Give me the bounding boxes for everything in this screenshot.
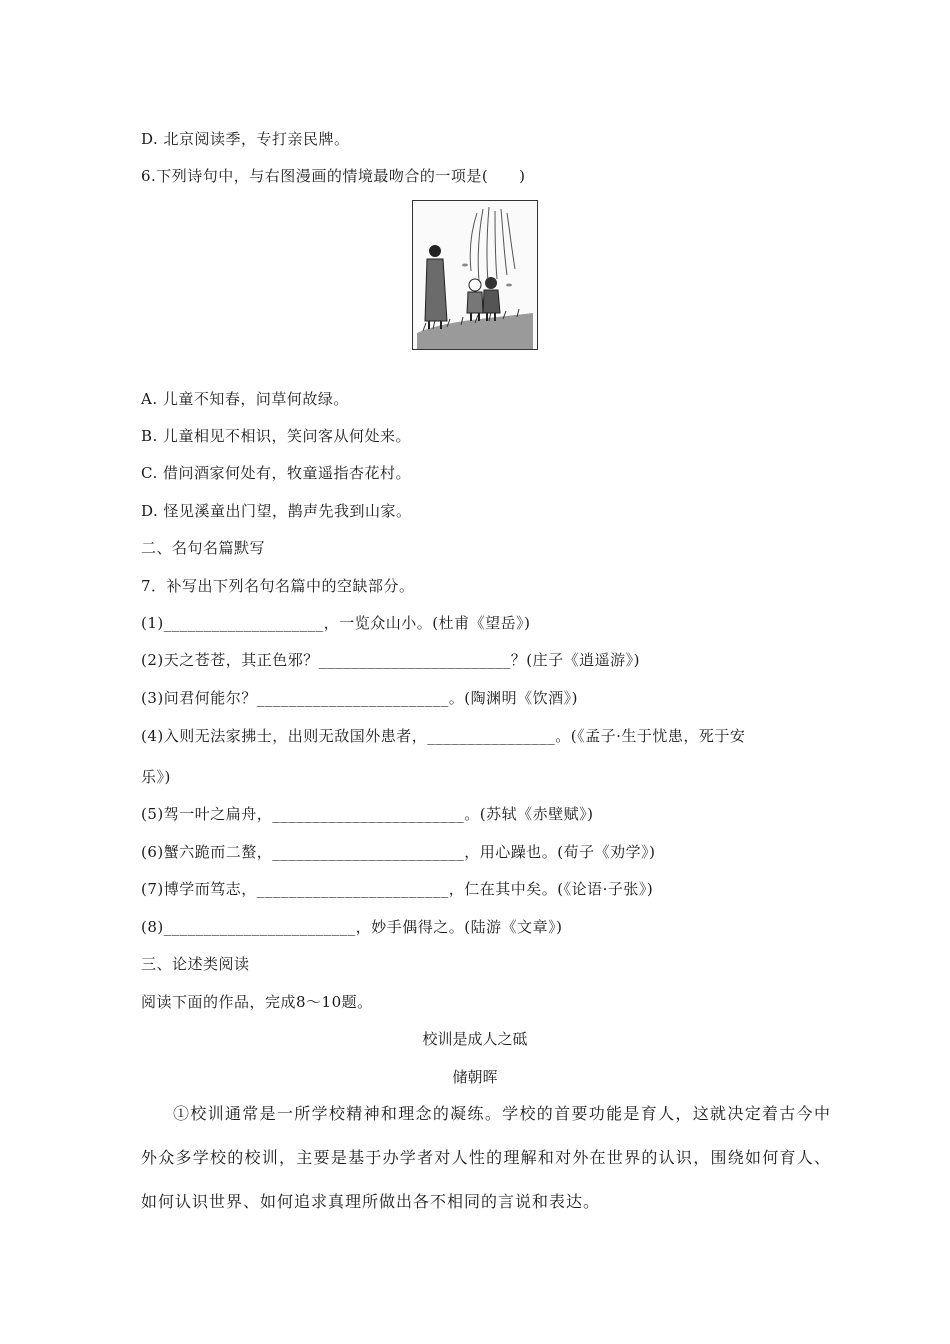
q7-item-5: (5)驾一叶之扁舟，________________________。(苏轼《赤壁赋》) [141,805,594,823]
q7-item-2: (2)天之苍苍，其正色邪？________________________？(庄子《逍遥游》) [141,651,640,669]
q6-option-b: B. 儿童相见不相识，笑问客从何处来。 [141,427,412,445]
q7-item-1: (1)____________________，一览众山小。(杜甫《望岳》) [141,614,531,632]
q7-item-3: (3)问君何能尔？________________________。(陶渊明《饮酒》) [141,689,578,707]
q6-option-c: C. 借问酒家何处有，牧童遥指杏花村。 [141,464,411,482]
comic-illustration [412,200,538,350]
q7-stem: 7．补写出下列名句名篇中的空缺部分。 [141,577,415,595]
q7-item-6: (6)蟹六跪而二螯，________________________，用心躁也。(荀子《劝学》) [141,843,656,861]
article-paragraph-1: ①校训通常是一所学校精神和理念的凝练。学校的首要功能是育人，这就决定着古今中外众多学校的校训，主要是基于办学者对人性的理解和对外在世界的认识，围绕如何育人、如何认识世界、如何追求真理所做出各不相同的言说和表达。 [141,1104,831,1211]
section3-title: 三、论述类阅读 [141,955,250,973]
article-title: 校训是成人之砥 [422,1030,528,1048]
article-author: 储朝晖 [452,1068,498,1086]
reading-instruction: 阅读下面的作品，完成8～10题。 [141,993,373,1011]
q6-option-d: D. 怪见溪童出门望，鹊声先我到山家。 [141,502,412,520]
q7-item-7: (7)博学而笃志，________________________，仁在其中矣。(《论语·子张》) [141,880,654,898]
q7-item-4-cont: 乐》) [141,768,171,786]
q6-stem: 6.下列诗句中，与右图漫画的情境最吻合的一项是( ) [141,167,526,185]
q7-item-8: (8)________________________，妙手偶得之。(陆游《文章》) [141,918,563,936]
comic-drawing [413,201,537,349]
q6-option-a: A. 儿童不知春，问草何故绿。 [141,390,349,408]
q7-item-4: (4)入则无法家拂士，出则无敌国外患者，________________。(《孟子·生于忧患，死于安 [141,727,746,745]
section2-title: 二、名句名篇默写 [141,539,266,557]
q5-option-d: D. 北京阅读季，专打亲民牌。 [141,130,350,148]
